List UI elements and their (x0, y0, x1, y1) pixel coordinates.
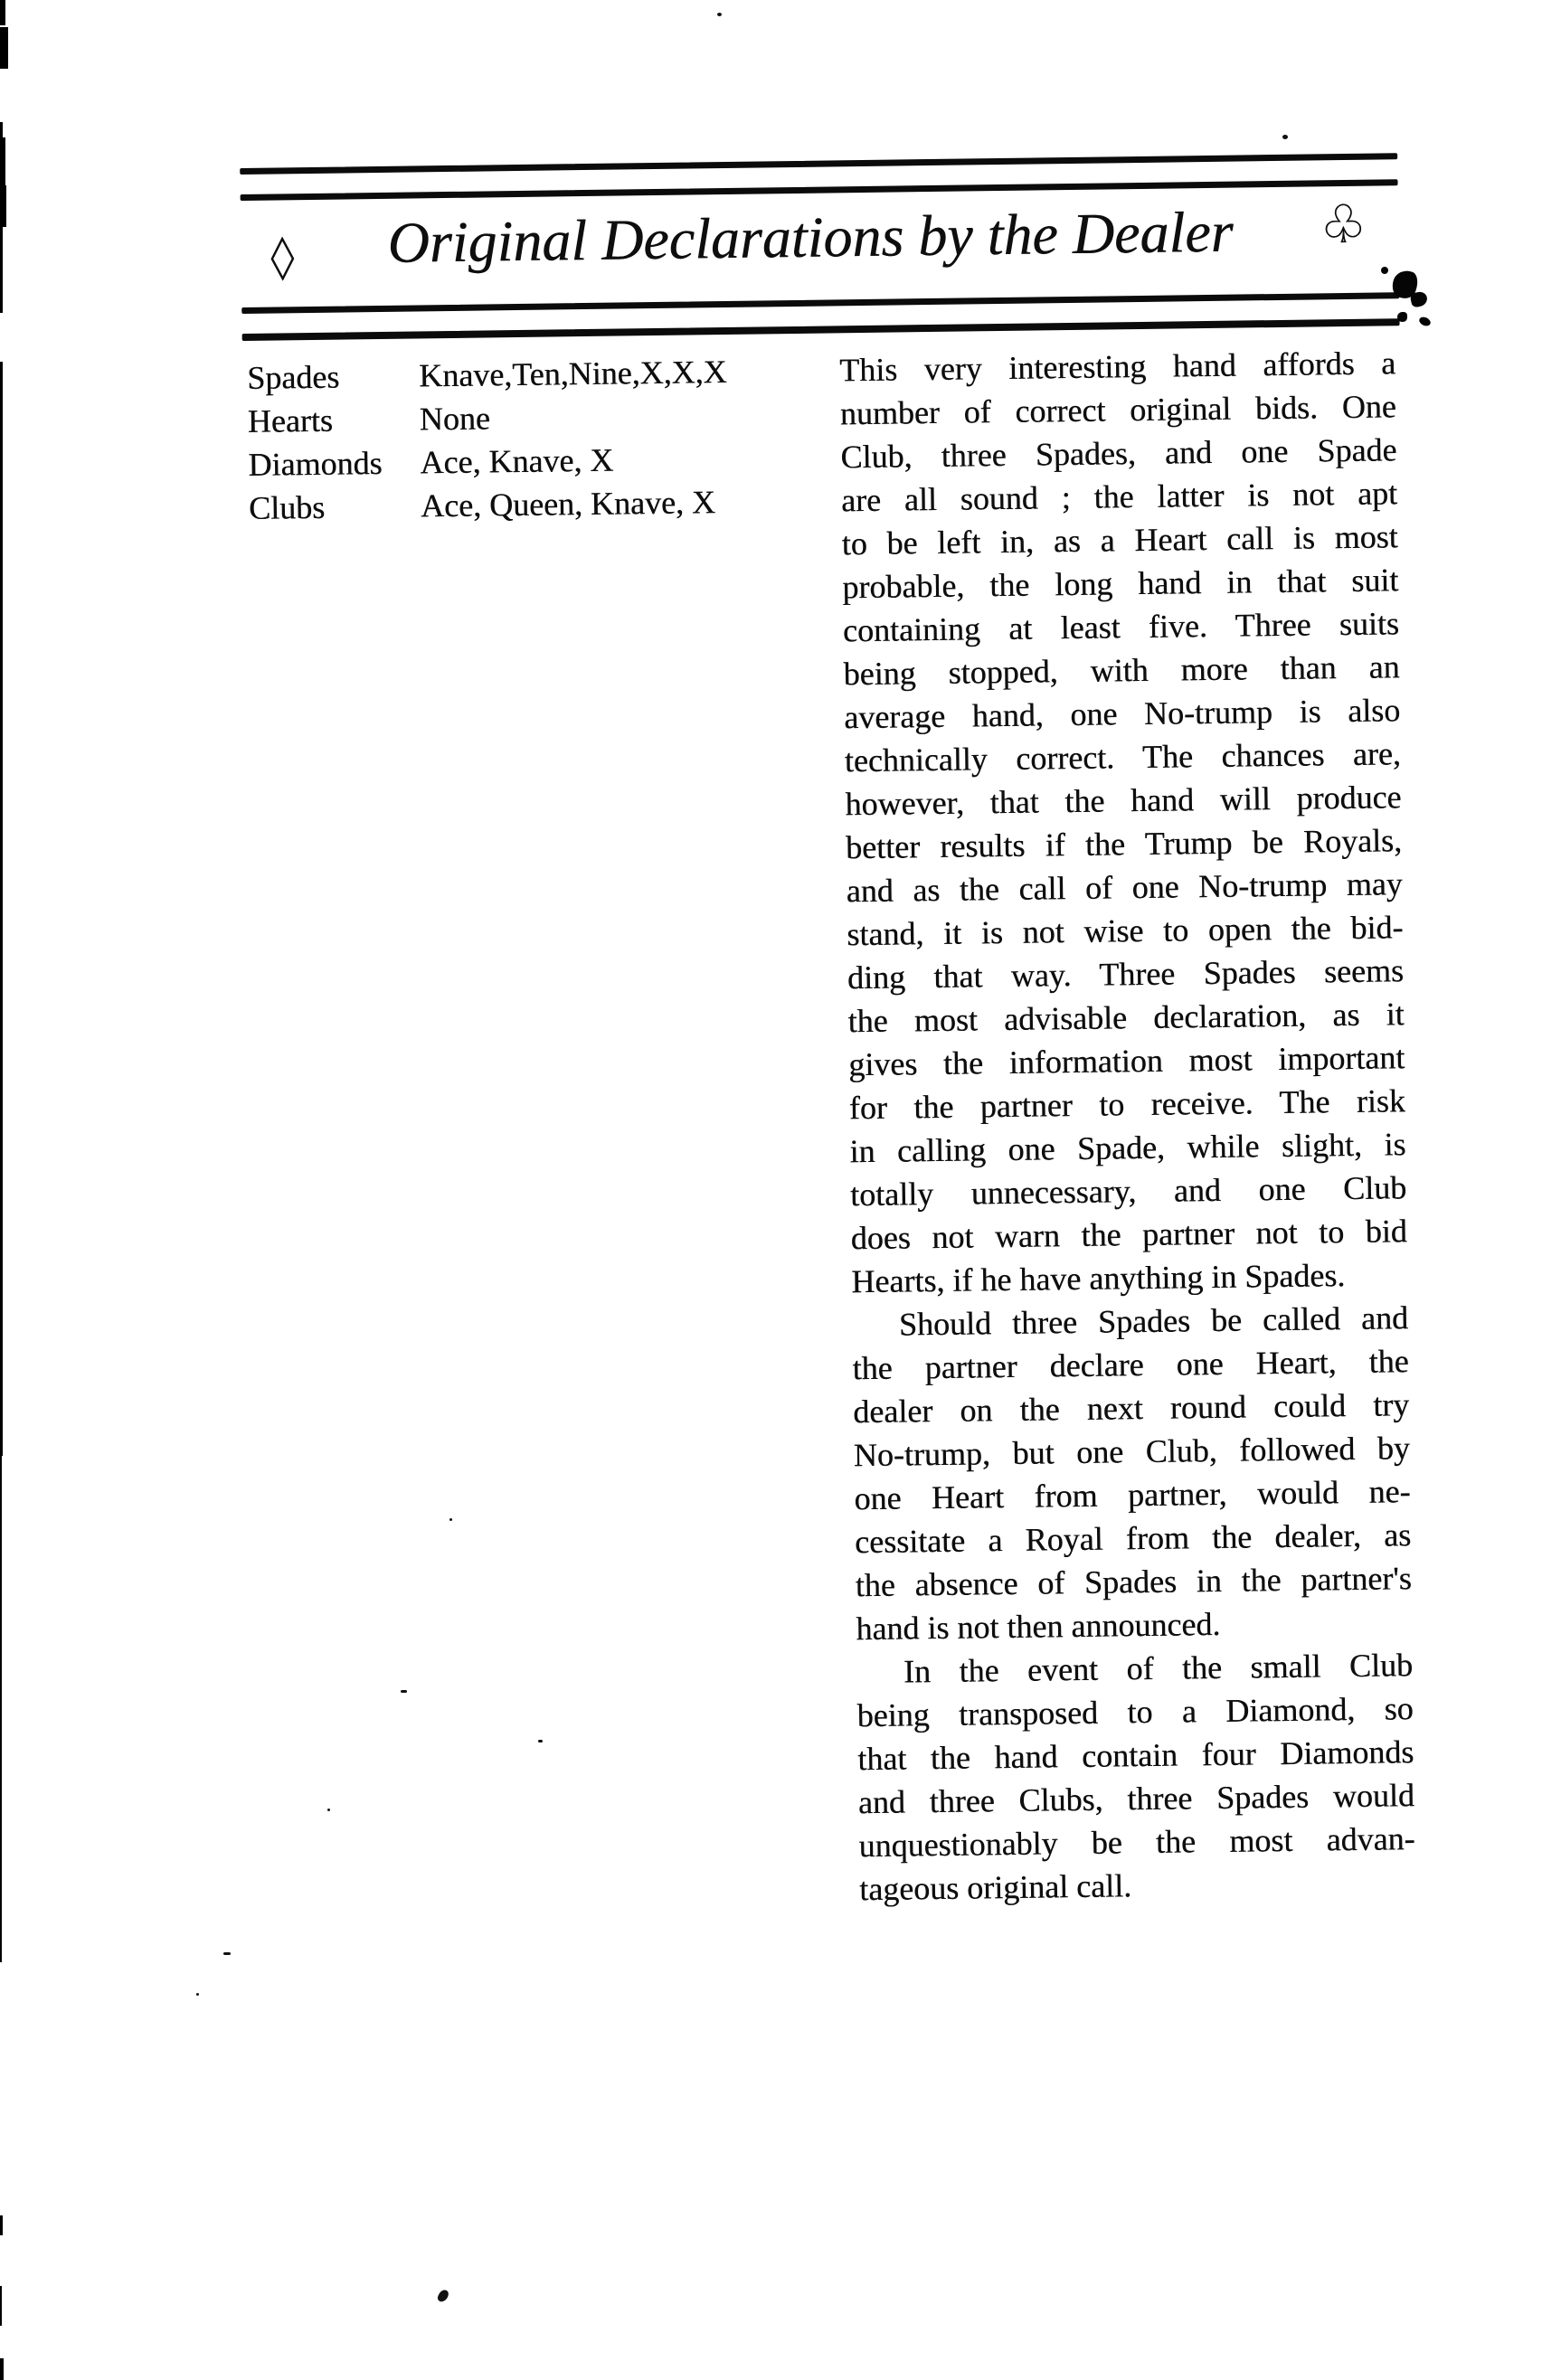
text-line: containing at least five. Three suits (842, 605, 1400, 649)
page-content (240, 138, 1420, 1919)
suit-cards: None (419, 400, 491, 438)
text-line: probable, the long hand in that suit (842, 562, 1399, 606)
text-line: being transposed to a Diamond, so (856, 1690, 1414, 1734)
text-line: In the event of the small Club (903, 1647, 1414, 1690)
text-line: Club, three Spades, and one Spade (840, 431, 1397, 476)
paragraph (852, 1296, 1413, 1650)
text-line: No-trump, but one Club, followed by (853, 1430, 1411, 1474)
text-line: does not warn the partner not to bid (850, 1213, 1407, 1257)
text-line: the most advisable declaration, as it (847, 996, 1405, 1040)
text-line: dealer on the next round could try (853, 1386, 1410, 1431)
suit-label: Spades (246, 358, 340, 396)
text-line: gives the information most important (847, 1039, 1405, 1083)
text-line: are all sound ; the latter is not apt (840, 475, 1398, 519)
double-rule-bottom-line2 (242, 318, 1400, 341)
text-line: the absence of Spades in the partner's (855, 1560, 1412, 1604)
diamond-suit-icon: ◇ (270, 220, 295, 288)
text-line: and three Clubs, three Spades would (857, 1777, 1415, 1821)
double-rule-top-line2 (241, 179, 1398, 201)
text-line: number of correct original bids. One (839, 388, 1397, 432)
double-rule-bottom-line1 (241, 292, 1399, 314)
text-line: technically correct. The chances are, (844, 735, 1402, 779)
article-column (839, 341, 1416, 1911)
suit-label: Diamonds (248, 444, 383, 483)
suit-cards: Ace, Knave, X (420, 441, 614, 481)
text-line: average hand, one No-trump is also (843, 692, 1401, 736)
text-line: stand, it is not wise to open the bid- (847, 909, 1404, 953)
text-line: to be left in, as a Heart call is most (841, 518, 1398, 562)
paragraph (856, 1643, 1416, 1911)
suit-label: Clubs (248, 488, 326, 526)
text-line: in calling one Spade, while slight, is (849, 1126, 1406, 1170)
hand-row (247, 348, 840, 400)
title-text: Original Declarations by the Dealer (387, 199, 1234, 275)
suit-cards: Ace, Queen, Knave, X (420, 484, 716, 524)
club-suit-icon: ♧ (1319, 193, 1367, 256)
text-line: tageous original call. (858, 1867, 1132, 1908)
text-line: being stopped, with more than an (843, 648, 1400, 693)
hand-row (249, 478, 842, 530)
text-line: This very interesting hand affords a (838, 345, 1396, 389)
text-line: for the partner to receive. The risk (848, 1082, 1406, 1127)
text-line: and as the call of one No-trump may (846, 865, 1403, 910)
hand-list (242, 348, 841, 530)
suit-label: Hearts (247, 401, 334, 439)
text-line: better results if the Trump be Royals, (845, 822, 1403, 866)
double-rule-top-line1 (240, 153, 1397, 175)
paragraph (839, 341, 1408, 1303)
chapter-header (240, 138, 1400, 356)
two-column-body (242, 341, 1421, 1919)
page-title (263, 193, 1367, 288)
text-line: one Heart from partner, would ne- (854, 1473, 1411, 1517)
hand-row (248, 435, 841, 486)
text-line: however, that the hand will produce (845, 779, 1402, 823)
text-line: that the hand contain four Diamonds (857, 1733, 1414, 1778)
text-line: unquestionably be the most advan- (858, 1820, 1415, 1865)
text-line: hand is not then announced. (856, 1605, 1221, 1648)
text-line: totally unnecessary, and one Club (849, 1169, 1407, 1214)
text-line: Hearts, if he have anything in Spades. (851, 1257, 1346, 1300)
text-line: the partner declare one Heart, the (852, 1343, 1409, 1387)
hand-row (248, 392, 841, 443)
text-line: Should three Spades be called and (898, 1299, 1409, 1343)
suit-cards: Knave,Ten,Nine,X,X,X (418, 353, 727, 394)
text-line: cessitate a Royal from the dealer, as (854, 1516, 1412, 1561)
text-line: ding that way. Three Spades seems (847, 952, 1405, 996)
